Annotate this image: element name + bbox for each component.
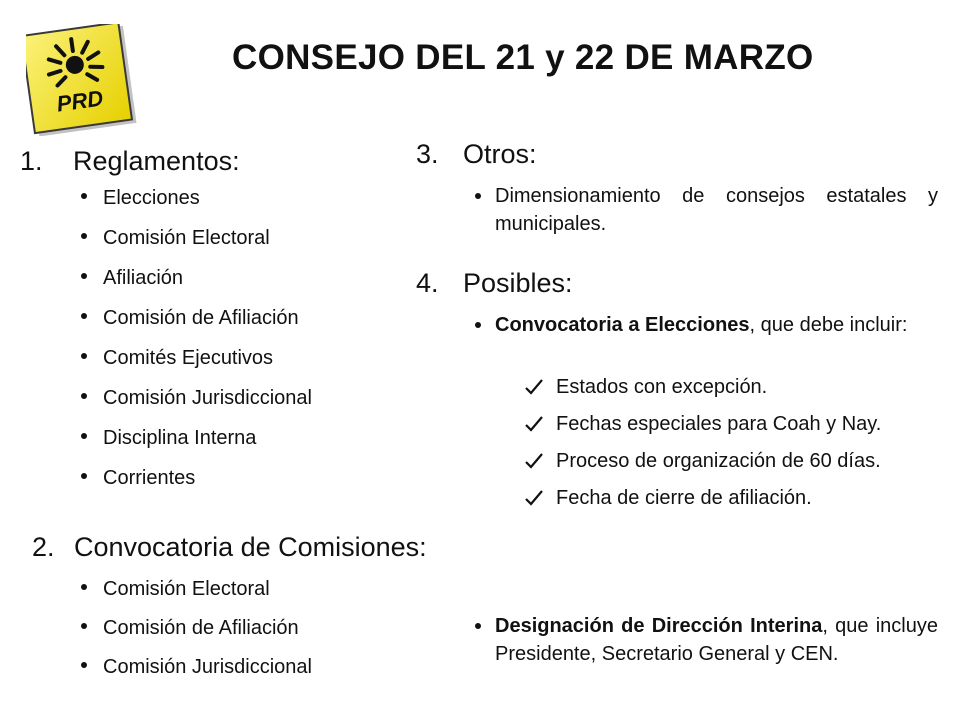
section-number: 1.: [20, 146, 43, 176]
list-item: Comisión Jurisdiccional: [75, 384, 312, 424]
page-title: CONSEJO DEL 21 y 22 DE MARZO: [232, 38, 814, 77]
checkmark-icon: [524, 488, 544, 508]
section-title: Reglamentos:: [73, 146, 240, 176]
otros-item: Dimensionamiento de consejos estatales y municipales.: [495, 182, 938, 238]
prd-logo: [26, 24, 138, 136]
check-item: [522, 447, 938, 475]
check-item-text: Fechas especiales para Coah y Nay.: [556, 413, 882, 435]
section-number: 3.: [416, 139, 439, 169]
list-item: Elecciones: [75, 184, 312, 224]
checkmark-icon: [524, 377, 544, 397]
convocatoria-list: [75, 575, 312, 692]
reglamentos-list: [75, 184, 312, 504]
designacion-item: [495, 612, 938, 668]
list-item: Comisión de Afiliación: [75, 614, 312, 653]
logo-text: PRD: [55, 85, 105, 117]
designacion-rest: , que incluye Presidente, Secretario General y CEN.: [495, 615, 938, 665]
convocatoria-elecciones-bold: Convocatoria a Elecciones: [495, 314, 750, 336]
check-item-text: Estados con excepción.: [556, 376, 768, 398]
list-item: Disciplina Interna: [75, 424, 312, 464]
checkmark-icon: [524, 414, 544, 434]
section-number: 4.: [416, 268, 439, 298]
section-otros-heading: [416, 139, 537, 170]
list-item: Comisión de Afiliación: [75, 304, 312, 344]
list-item: Afiliación: [75, 264, 312, 304]
prd-sun-logo-icon: [26, 24, 138, 136]
list-item: Comités Ejecutivos: [75, 344, 312, 384]
list-item: Comisión Jurisdiccional: [75, 653, 312, 692]
section-title: Posibles:: [463, 268, 573, 298]
convocatoria-elecciones-item: [495, 311, 927, 339]
check-item: [522, 410, 938, 438]
section-number: 2.: [32, 532, 55, 562]
section-title: Convocatoria de Comisiones:: [74, 532, 427, 562]
check-item: [522, 484, 938, 512]
posibles-checklist: [522, 373, 938, 512]
section-title: Otros:: [463, 139, 537, 169]
section-posibles-heading: [416, 268, 573, 299]
check-item: [522, 373, 938, 401]
checkmark-icon: [524, 451, 544, 471]
list-item: Corrientes: [75, 464, 312, 504]
check-item-text: Proceso de organización de 60 días.: [556, 450, 881, 472]
section-convocatoria-heading: [32, 532, 427, 563]
designacion-bold: Designación de Dirección Interina: [495, 615, 823, 637]
list-item: Comisión Electoral: [75, 224, 312, 264]
section-reglamentos-heading: [20, 146, 240, 177]
convocatoria-elecciones-rest: , que debe incluir:: [749, 314, 908, 336]
check-item-text: Fecha de cierre de afiliación.: [556, 487, 812, 509]
list-item: Comisión Electoral: [75, 575, 312, 614]
